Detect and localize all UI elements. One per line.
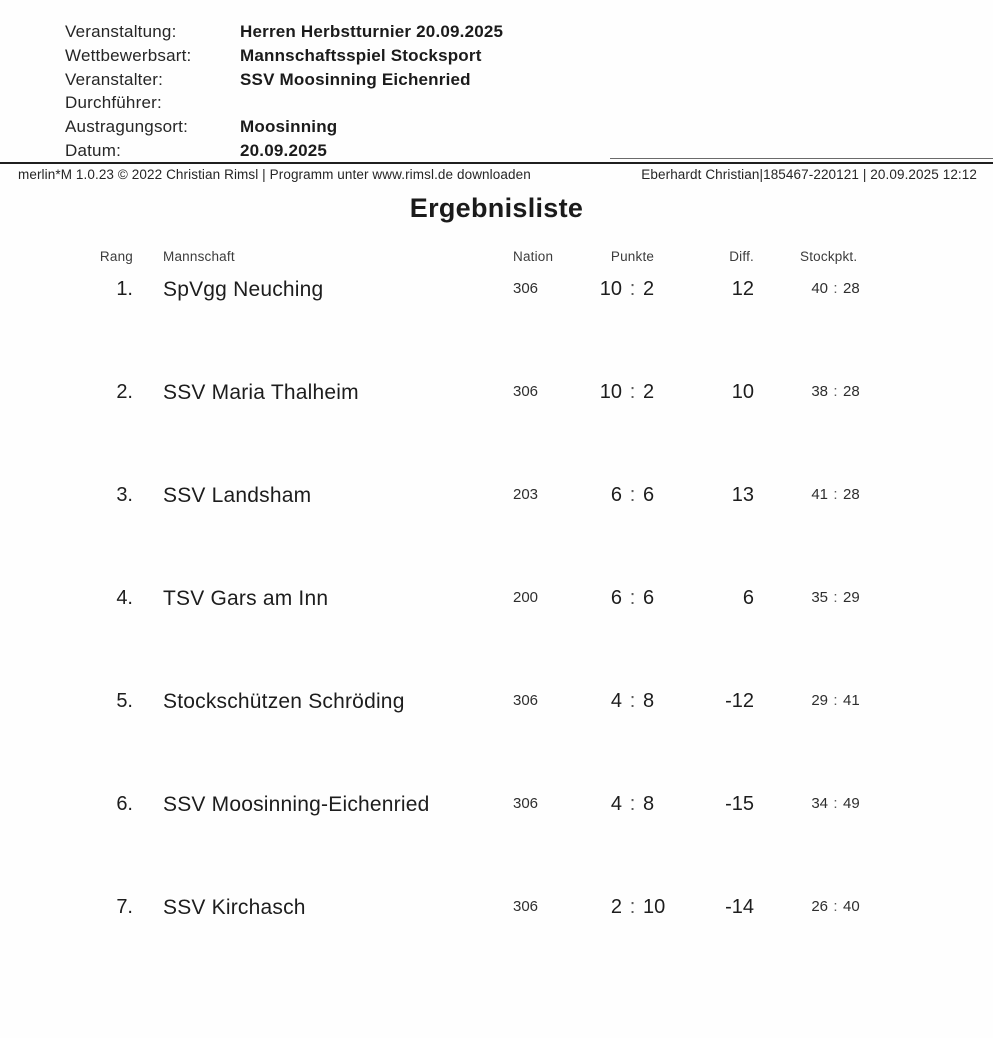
team-cell: TSV Gars am Inn <box>163 587 329 610</box>
stock-lost: 41 <box>843 692 860 709</box>
header-nation: Nation <box>513 249 554 264</box>
stock-lost: 28 <box>843 280 860 297</box>
points-lost: 8 <box>643 793 655 815</box>
meta-value-austragungsort: Moosinning <box>240 117 338 137</box>
points-cell <box>572 587 693 610</box>
stock-lost: 49 <box>843 795 860 812</box>
points-separator: : <box>629 896 636 918</box>
points-cell <box>572 484 693 507</box>
meta-label-wettbewerbsart: Wettbewerbsart: <box>65 45 192 65</box>
stock-won: 26 <box>811 898 828 915</box>
table-row <box>0 278 993 308</box>
diff-cell: 10 <box>731 381 754 403</box>
stockpoints-cell <box>800 898 878 915</box>
meta-label-durchfuehrer: Durchführer: <box>65 93 162 113</box>
points-won: 6 <box>610 484 622 506</box>
rank-cell: 5. <box>116 690 133 712</box>
program-version-text: merlin*M 1.0.23 © 2022 Christian Rimsl | Programm unter www.rimsl.de downloaden <box>18 167 531 182</box>
page-title: Ergebnisliste <box>409 193 584 223</box>
license-holder-text: Eberhardt Christian|185467-220121 | 20.09.2025 12:12 <box>641 167 977 182</box>
event-meta-block <box>65 20 503 163</box>
rank-cell: 6. <box>116 793 133 815</box>
diff-cell: -15 <box>725 793 754 815</box>
points-lost: 8 <box>643 690 655 712</box>
diff-cell: -12 <box>725 690 754 712</box>
points-lost: 6 <box>643 484 655 506</box>
nation-cell: 306 <box>513 795 539 812</box>
stock-lost: 28 <box>843 383 860 400</box>
stockpoints-cell <box>800 692 878 709</box>
header-stockpoints: Stockpkt. <box>800 249 858 264</box>
team-cell: SSV Kirchasch <box>163 896 306 919</box>
header-points: Punkte <box>610 249 655 264</box>
stockpoints-cell <box>800 280 878 297</box>
points-won: 10 <box>599 278 622 300</box>
nation-cell: 306 <box>513 383 539 400</box>
stock-separator: : <box>833 795 838 812</box>
rank-cell: 1. <box>116 278 133 300</box>
nation-cell: 306 <box>513 898 539 915</box>
team-cell: SSV Maria Thalheim <box>163 381 359 404</box>
meta-value-durchfuehrer <box>240 91 503 115</box>
stock-separator: : <box>833 589 838 606</box>
nation-cell: 200 <box>513 589 539 606</box>
table-row <box>0 484 993 514</box>
team-cell: SSV Moosinning-Eichenried <box>163 793 430 816</box>
points-lost: 2 <box>643 278 655 300</box>
stockpoints-cell <box>800 486 878 503</box>
rank-cell: 2. <box>116 381 133 403</box>
table-row <box>0 381 993 411</box>
nation-cell: 306 <box>513 692 539 709</box>
points-separator: : <box>629 587 636 609</box>
table-row <box>0 793 993 823</box>
stock-won: 29 <box>811 692 828 709</box>
points-separator: : <box>629 484 636 506</box>
team-cell: Stockschützen Schröding <box>163 690 405 713</box>
stock-separator: : <box>833 383 838 400</box>
stock-lost: 28 <box>843 486 860 503</box>
meta-label-veranstalter: Veranstalter: <box>65 69 164 89</box>
stock-won: 35 <box>811 589 828 606</box>
stock-won: 41 <box>811 486 828 503</box>
rank-cell: 3. <box>116 484 133 506</box>
stock-separator: : <box>833 486 838 503</box>
points-lost: 6 <box>643 587 655 609</box>
points-lost: 2 <box>643 381 655 403</box>
points-won: 2 <box>610 896 622 918</box>
header-divider-line <box>0 162 993 164</box>
header-team: Mannschaft <box>163 249 235 264</box>
table-row <box>0 587 993 617</box>
divider-scan-artifact <box>610 158 993 159</box>
stock-separator: : <box>833 692 838 709</box>
table-row <box>0 896 993 926</box>
points-cell <box>572 793 693 816</box>
team-cell: SpVgg Neuching <box>163 278 324 301</box>
points-cell <box>572 278 693 301</box>
stockpoints-cell <box>800 795 878 812</box>
meta-label-veranstaltung: Veranstaltung: <box>65 22 177 41</box>
stock-won: 40 <box>811 280 828 297</box>
diff-cell: 6 <box>742 587 754 609</box>
nation-cell: 203 <box>513 486 539 503</box>
points-separator: : <box>629 793 636 815</box>
stock-won: 34 <box>811 795 828 812</box>
points-separator: : <box>629 690 636 712</box>
meta-value-veranstalter: SSV Moosinning Eichenried <box>240 69 471 89</box>
rank-cell: 4. <box>116 587 133 609</box>
stock-separator: : <box>833 898 838 915</box>
stockpoints-cell <box>800 383 878 400</box>
points-cell <box>572 690 693 713</box>
diff-cell: 13 <box>731 484 754 506</box>
results-table-header <box>0 249 993 267</box>
points-won: 4 <box>610 690 622 712</box>
meta-value-datum: 20.09.2025 <box>240 140 328 160</box>
stock-lost: 29 <box>843 589 860 606</box>
stock-won: 38 <box>811 383 828 400</box>
points-cell <box>572 381 693 404</box>
header-diff: Diff. <box>729 249 754 264</box>
table-row <box>0 690 993 720</box>
points-won: 6 <box>610 587 622 609</box>
meta-value-wettbewerbsart: Mannschaftsspiel Stocksport <box>240 45 482 65</box>
rank-cell: 7. <box>116 896 133 918</box>
points-cell <box>572 896 693 919</box>
points-separator: : <box>629 278 636 300</box>
nation-cell: 306 <box>513 280 539 297</box>
stock-lost: 40 <box>843 898 860 915</box>
points-separator: : <box>629 381 636 403</box>
stock-separator: : <box>833 280 838 297</box>
team-cell: SSV Landsham <box>163 484 312 507</box>
points-won: 10 <box>599 381 622 403</box>
points-won: 4 <box>610 793 622 815</box>
stockpoints-cell <box>800 589 878 606</box>
header-rank: Rang <box>99 249 133 264</box>
meta-label-datum: Datum: <box>65 140 121 160</box>
meta-label-austragungsort: Austragungsort: <box>65 117 189 137</box>
points-lost: 10 <box>643 896 666 918</box>
meta-value-veranstaltung: Herren Herbstturnier 20.09.2025 <box>240 22 504 41</box>
diff-cell: 12 <box>731 278 754 300</box>
diff-cell: -14 <box>725 896 754 918</box>
